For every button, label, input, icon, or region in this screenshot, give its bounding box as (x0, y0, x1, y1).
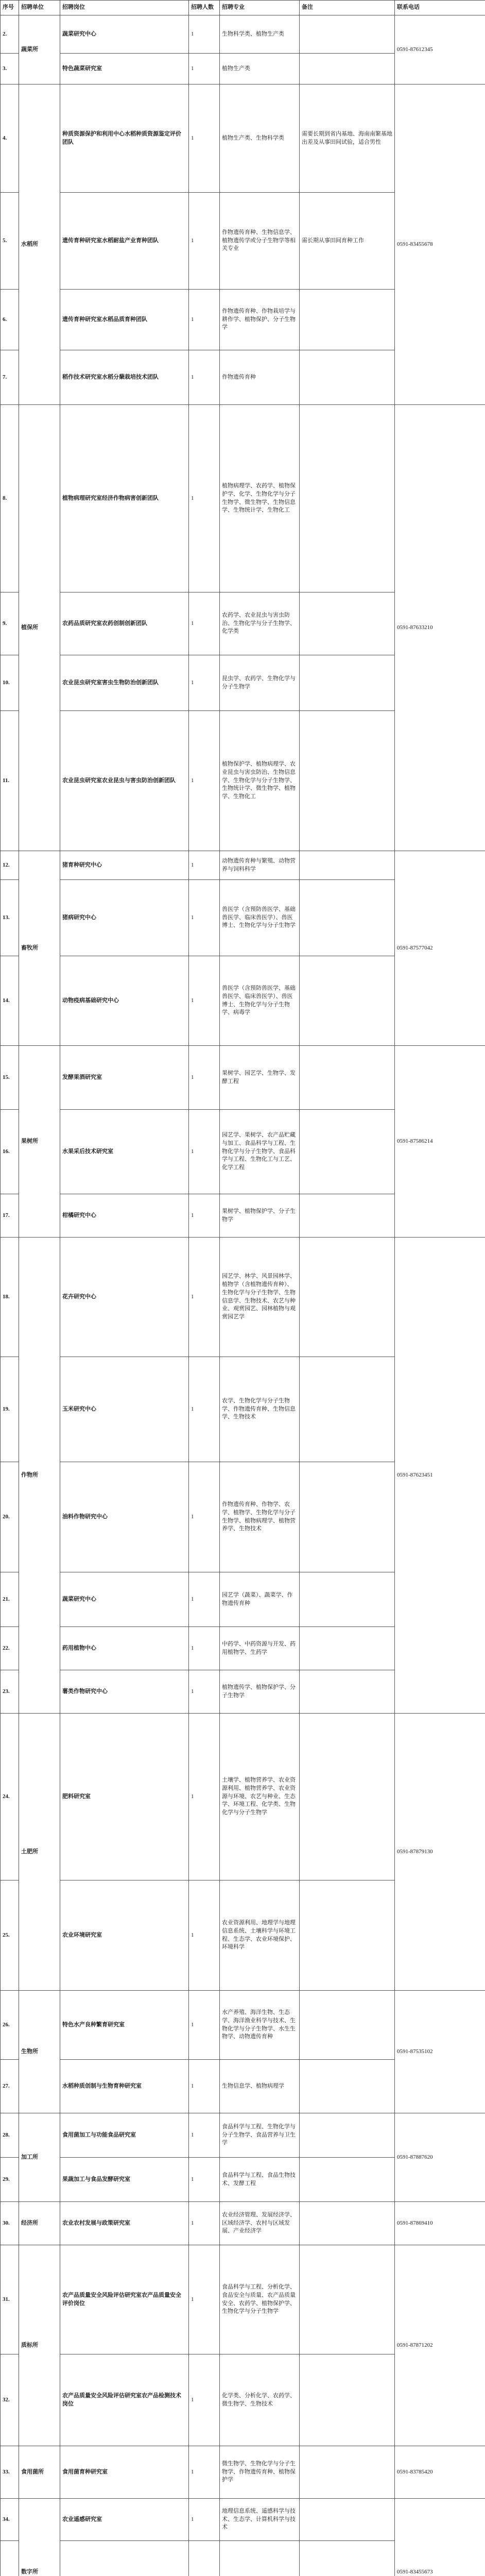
remark (300, 1462, 395, 1572)
contact-phone: 0591-87887620 (395, 2113, 485, 2202)
major-requirement: 植物生产类、生物科学类 (220, 84, 300, 193)
remark (300, 1194, 395, 1238)
major-requirement: 作物遗传育种、作物栽培学与耕作学、植物保护、分子生物学 (220, 290, 300, 350)
post-name (60, 2541, 189, 2576)
row-number: 28. (1, 2113, 19, 2158)
post-name: 肥料研究室 (60, 1714, 189, 1880)
remark (300, 2499, 395, 2541)
contact-phone: 0591-87577042 (395, 851, 485, 1046)
post-name: 农产品质量安全风险评估研究室农产品质量安全评价岗位 (60, 2245, 189, 2354)
recruit-count: 1 (189, 350, 220, 405)
table-row (1, 84, 485, 193)
recruit-count: 1 (189, 1991, 220, 2060)
recruit-count: 1 (189, 2354, 220, 2446)
major-requirement: 食品科学与工程、分析化学、食品安全与质量、农产品质量安全、农药学、植物保护学、生物化学与分子生物学 (220, 2245, 300, 2354)
post-name: 种质资源保护和利用中心水稻种质资源鉴定评价团队 (60, 84, 189, 193)
row-number: 13. (1, 880, 19, 956)
major-requirement: 园艺学、林学、风景园林学、植物学（含植物遗传育种）、生物化学与分子生物学、生物信息学、生物技术、农艺与种业、观赏园艺、园林植物与观赏园艺学 (220, 1238, 300, 1357)
table-row (1, 15, 485, 54)
recruit-count: 1 (189, 655, 220, 711)
unit-name: 食用菌所 (19, 2446, 60, 2499)
post-name: 农药品质研究室农药创制创新团队 (60, 592, 189, 655)
row-number: 25. (1, 1880, 19, 1991)
post-name: 果蔬加工与食品发酵研究室 (60, 2158, 189, 2202)
post-name: 猪病研究中心 (60, 880, 189, 956)
remark (300, 2060, 395, 2113)
row-number: 26. (1, 1991, 19, 2060)
recruit-count (189, 2541, 220, 2576)
major-requirement: 动物遗传育种与繁殖、动物营养与饲料科学 (220, 851, 300, 880)
major-requirement: 农药学、农业昆虫与害虫防治、生物化学与分子生物学、化学类 (220, 592, 300, 655)
remark (300, 1880, 395, 1991)
recruit-count: 1 (189, 2113, 220, 2158)
contact-phone: 0591-87586214 (395, 1046, 485, 1238)
contact-phone: 0591-87871202 (395, 2245, 485, 2446)
unit-name: 水稻所 (19, 84, 60, 405)
remark (300, 1572, 395, 1627)
row-number: 12. (1, 851, 19, 880)
major-requirement: 园艺学（蔬菜）、蔬菜学、作物遗传育种 (220, 1572, 300, 1627)
recruit-count: 1 (189, 851, 220, 880)
post-name: 猪育种研究中心 (60, 851, 189, 880)
post-name: 水果采后技术研究室 (60, 1110, 189, 1194)
contact-phone: 0591-83455673 (395, 2499, 485, 2576)
contact-phone: 0591-87869410 (395, 2202, 485, 2245)
remark (300, 2541, 395, 2576)
row-number: 30. (1, 2202, 19, 2245)
row-number: 7. (1, 350, 19, 405)
unit-name: 加工所 (19, 2113, 60, 2202)
post-name: 药用植物中心 (60, 1627, 189, 1670)
recruit-count: 1 (189, 1880, 220, 1991)
row-number: 3. (1, 54, 19, 84)
major-requirement: 农学、生物化学与分子生物学、作物遗传育种、生物信息学、生物技术 (220, 1357, 300, 1462)
row-number (1, 2541, 19, 2576)
remark (300, 711, 395, 851)
post-name: 特色蔬菜研究室 (60, 54, 189, 84)
major-requirement: 果树学、植物保护学、分子生物学 (220, 1194, 300, 1238)
major-requirement: 果树学、园艺学、生物学、发酵工程 (220, 1046, 300, 1110)
remark (300, 1627, 395, 1670)
table-row (1, 1046, 485, 1110)
post-name: 食用菌育种研究室 (60, 2446, 189, 2499)
row-number: 9. (1, 592, 19, 655)
major-requirement: 中药学、中药资源与开发、药用植物学、生药学 (220, 1627, 300, 1670)
header-unit: 招聘单位 (19, 1, 60, 15)
post-name: 遗传育种研究室水稻耐盐产业育种团队 (60, 193, 189, 290)
recruit-count: 1 (189, 1110, 220, 1194)
header-phone: 联系电话 (395, 1, 485, 15)
recruit-count: 1 (189, 880, 220, 956)
unit-name: 果树所 (19, 1046, 60, 1238)
remark (300, 1357, 395, 1462)
post-name: 动物疫病基础研究中心 (60, 956, 189, 1046)
row-number: 23. (1, 1670, 19, 1714)
table-row (1, 2446, 485, 2499)
major-requirement: 兽医学（含预防兽医学、基础兽医学、临床兽医学）、兽医博士、生物化学与分子生物学 (220, 880, 300, 956)
post-name: 发酵果酒研究室 (60, 1046, 189, 1110)
table-row (1, 2113, 485, 2158)
table-row (1, 1991, 485, 2060)
row-number: 27. (1, 2060, 19, 2113)
recruit-count: 1 (189, 2499, 220, 2541)
remark (300, 2245, 395, 2354)
row-number: 14. (1, 956, 19, 1046)
remark (300, 15, 395, 54)
unit-name: 数字所 (19, 2499, 60, 2576)
recruit-count: 1 (189, 592, 220, 655)
row-number: 24. (1, 1714, 19, 1880)
major-requirement: 作物遗传育种、作物学、农学、植物学、生物化学与分子生物学、植物病理学、植物营养学、生物技术 (220, 1462, 300, 1572)
table-row (1, 2499, 485, 2541)
post-name: 植物病理研究室经济作物病害创新团队 (60, 405, 189, 592)
table-header-row (1, 1, 485, 15)
major-requirement: 植物生产类 (220, 54, 300, 84)
post-name: 农业环境研究室 (60, 1880, 189, 1991)
post-name: 农业遥感研究室 (60, 2499, 189, 2541)
row-number: 33. (1, 2446, 19, 2499)
major-requirement: 土壤学、植物营养学、农业资源利用、植物营养学、农业资源与环境、农艺与种业、生态学、环境工程、化学类、生物化学与分子生物学 (220, 1714, 300, 1880)
table-row (1, 1714, 485, 1880)
post-name: 遗传育种研究室水稻品质育种团队 (60, 290, 189, 350)
post-name: 稻作技术研究室水稻分蘖栽培技术团队 (60, 350, 189, 405)
remark: 需长期从事田间育种工作 (300, 193, 395, 290)
major-requirement: 植物遗传学、植物保护学、分子生物学 (220, 1670, 300, 1714)
table-row (1, 2245, 485, 2354)
remark (300, 290, 395, 350)
table-body (1, 15, 485, 2576)
row-number: 4. (1, 84, 19, 193)
recruit-count: 1 (189, 1046, 220, 1110)
post-name: 农产品质量安全风险评估研究室农产品检测技术岗位 (60, 2354, 189, 2446)
remark (300, 851, 395, 880)
recruit-count: 1 (189, 1670, 220, 1714)
recruit-count: 1 (189, 2158, 220, 2202)
recruit-count: 1 (189, 2060, 220, 2113)
recruit-count: 1 (189, 84, 220, 193)
remark (300, 1714, 395, 1880)
header-count: 招聘人数 (189, 1, 220, 15)
major-requirement: 地理信息系统、遥感科学与技术、生态学、计算机科学与技术 (220, 2499, 300, 2541)
row-number: 8. (1, 405, 19, 592)
post-name: 蔬菜研究中心 (60, 15, 189, 54)
recruit-count: 1 (189, 1238, 220, 1357)
remark (300, 2446, 395, 2499)
remark (300, 405, 395, 592)
remark (300, 1670, 395, 1714)
contact-phone: 0591-83785420 (395, 2446, 485, 2499)
remark (300, 2202, 395, 2245)
row-number: 2. (1, 15, 19, 54)
unit-name: 蔬菜所 (19, 15, 60, 84)
recruit-count: 1 (189, 956, 220, 1046)
recruit-count: 1 (189, 15, 220, 54)
remark (300, 54, 395, 84)
post-name: 油料作物研究中心 (60, 1462, 189, 1572)
remark (300, 350, 395, 405)
major-requirement: 植物病理学、农药学、植物保护学、化学、生物化学与分子生物学、微生物学、生物信息学、生物统计学、生物化工 (220, 405, 300, 592)
recruit-count: 1 (189, 2245, 220, 2354)
header-post: 招聘岗位 (60, 1, 189, 15)
unit-name: 土肥所 (19, 1714, 60, 1991)
major-requirement: 昆虫学、农药学、生物化学与分子生物学 (220, 655, 300, 711)
post-name: 玉米研究中心 (60, 1357, 189, 1462)
recruit-count: 1 (189, 54, 220, 84)
major-requirement: 园艺学、果树学、农产品贮藏与加工、食品科学与工程、生物化学与分子生物学、食品科学与工程、生物化工与工艺、化学工程 (220, 1110, 300, 1194)
recruit-count: 1 (189, 290, 220, 350)
remark: 需要长期到省内基地、海南南繁基地出差及从事田间试验，适合男性 (300, 84, 395, 193)
table-row (1, 1238, 485, 1357)
post-name: 薯类作物研究中心 (60, 1670, 189, 1714)
unit-name: 经济所 (19, 2202, 60, 2245)
recruit-count: 1 (189, 1572, 220, 1627)
contact-phone: 0591-87612345 (395, 15, 485, 84)
contact-phone: 0591-87879130 (395, 1714, 485, 1991)
post-name: 柑橘研究中心 (60, 1194, 189, 1238)
recruit-count: 1 (189, 2202, 220, 2245)
unit-name: 质标所 (19, 2245, 60, 2446)
post-name: 农业农村发展与政策研究室 (60, 2202, 189, 2245)
major-requirement: 微生物学、生物化学与分子生物学、作物遗传育种、植物保护学 (220, 2446, 300, 2499)
row-number: 6. (1, 290, 19, 350)
row-number: 5. (1, 193, 19, 290)
post-name: 花卉研究中心 (60, 1238, 189, 1357)
post-name: 蔬菜研究中心 (60, 1572, 189, 1627)
unit-name: 作物所 (19, 1238, 60, 1714)
unit-name: 植保所 (19, 405, 60, 851)
recruit-count: 1 (189, 193, 220, 290)
major-requirement: 农业资源利用、地理学与地理信息系统、土壤科学与环境工程、生态学、农业环境保护、环境科学 (220, 1880, 300, 1991)
recruit-count: 1 (189, 405, 220, 592)
post-name: 农业昆虫研究室害虫生物防治创新团队 (60, 655, 189, 711)
recruit-count: 1 (189, 1627, 220, 1670)
header-no: 序号 (1, 1, 19, 15)
table-row (1, 851, 485, 880)
remark (300, 2354, 395, 2446)
major-requirement: 兽医学（含预防兽医学、基础兽医学、临床兽医学）、兽医博士、生物化学与分子生物学、病毒学 (220, 956, 300, 1046)
major-requirement: 生物信息学、植物病理学 (220, 2060, 300, 2113)
remark (300, 2113, 395, 2158)
post-name: 农业昆虫研究室农业昆虫与害虫防治创新团队 (60, 711, 189, 851)
unit-name: 畜牧所 (19, 851, 60, 1046)
recruit-count: 1 (189, 1714, 220, 1880)
contact-phone: 0591-83455678 (395, 84, 485, 405)
remark (300, 655, 395, 711)
major-requirement: 食品科学与工程、食品生物技术、发酵工程 (220, 2158, 300, 2202)
row-number: 20. (1, 1462, 19, 1572)
major-requirement: 生物科学类、植物生产类 (220, 15, 300, 54)
row-number: 19. (1, 1357, 19, 1462)
contact-phone: 0591-87633210 (395, 405, 485, 851)
major-requirement: 化学类、分析化学、农药学、微生物学、生物技术 (220, 2354, 300, 2446)
recruit-count: 1 (189, 1194, 220, 1238)
major-requirement: 农业经济管理、发展经济学、区域经济学、农村与区域发展、产业经济学 (220, 2202, 300, 2245)
table-row (1, 2202, 485, 2245)
row-number: 31. (1, 2245, 19, 2354)
remark (300, 592, 395, 655)
row-number: 34. (1, 2499, 19, 2541)
row-number: 10. (1, 655, 19, 711)
major-requirement (220, 2541, 300, 2576)
remark (300, 2158, 395, 2202)
major-requirement: 水产养殖、海洋生物、生态学、海洋渔业科学与技术、生物化学与分子生物学、水生生物学、动物遗传育种 (220, 1991, 300, 2060)
header-note: 备注 (300, 1, 395, 15)
recruit-count: 1 (189, 2446, 220, 2499)
unit-name: 生物所 (19, 1991, 60, 2113)
recruit-count: 1 (189, 1462, 220, 1572)
row-number: 21. (1, 1572, 19, 1627)
row-number: 16. (1, 1110, 19, 1194)
recruit-count: 1 (189, 1357, 220, 1462)
row-number: 29. (1, 2158, 19, 2202)
post-name: 特色水产良种繁育研究室 (60, 1991, 189, 2060)
remark (300, 880, 395, 956)
remark (300, 1110, 395, 1194)
contact-phone: 0591-87623451 (395, 1238, 485, 1714)
major-requirement: 作物遗传育种 (220, 350, 300, 405)
post-name: 水稻种质创制与生物育种研究室 (60, 2060, 189, 2113)
row-number: 11. (1, 711, 19, 851)
major-requirement: 作物遗传育种、生物信息学、植物遗传学或分子生物学等相关专业 (220, 193, 300, 290)
row-number: 22. (1, 1627, 19, 1670)
remark (300, 1238, 395, 1357)
recruit-count: 1 (189, 711, 220, 851)
post-name: 食用菌加工与功能食品研究室 (60, 2113, 189, 2158)
contact-phone: 0591-87535102 (395, 1991, 485, 2113)
remark (300, 1991, 395, 2060)
major-requirement: 食品科学与工程、生物化学与分子生物学、食品营养与卫生学 (220, 2113, 300, 2158)
row-number: 32. (1, 2354, 19, 2446)
major-requirement: 植物保护学、植物病理学、农业昆虫与害虫防治、生物信息学、生物化学与分子生物学、生物统计学、微生物学、植物学、生物化工 (220, 711, 300, 851)
row-number: 17. (1, 1194, 19, 1238)
table-row (1, 405, 485, 592)
row-number: 15. (1, 1046, 19, 1110)
header-major: 招聘专业 (220, 1, 300, 15)
remark (300, 1046, 395, 1110)
row-number: 18. (1, 1238, 19, 1357)
remark (300, 956, 395, 1046)
